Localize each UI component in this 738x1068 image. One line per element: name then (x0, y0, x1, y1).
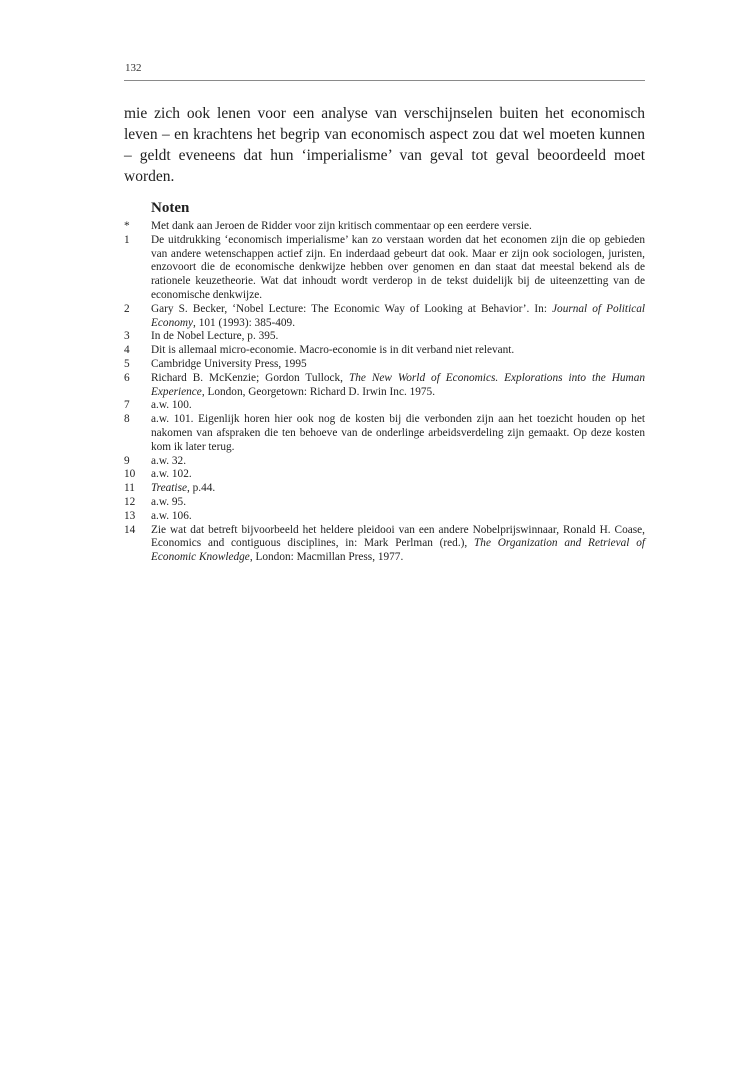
footnote-text-segment: Zie wat dat betreft bijvoorbeeld het heldere pleidooi van een andere Nobelprijswinnaar, Ronald H. Coase, Economics and contiguous disciplines, in: Mark Perlman (red.), (151, 523, 645, 550)
footnote-number: * (124, 220, 130, 232)
footnote-text (151, 344, 645, 358)
footnote-item (124, 482, 645, 496)
footnote-text-segment: De uitdrukking ‘economisch imperialisme’ kan zo verstaan worden dat het economen zijn die op gebieden van andere wetenschappen actief zijn. En inderdaad gebeurt dat ook. Maar er zijn ook sociologen, juristen, enzovoort die de economische denkwijze hebben over genomen en dan staat dat meestal bekend als de rationele keuzetheorie. Wat dat inhoudt wordt verderop in de tekst duidelijk bij de uiteenzetting van de economische denkwijze. (151, 233, 645, 301)
footnote-item (124, 524, 645, 565)
footnote-text (151, 413, 645, 454)
footnote-text (151, 234, 645, 303)
notes-section (124, 199, 645, 565)
footnote-text-segment: Gary S. Becker, ‘Nobel Lecture: The Economic Way of Looking at Behavior’. In: (151, 302, 553, 315)
footnote-text (151, 330, 645, 344)
footnote-number: 8 (124, 413, 130, 426)
footnote-text-segment: , London: Macmillan Press, 1977. (249, 551, 404, 564)
footnote-item (124, 413, 645, 454)
footnote-title-italic: Journal of Political Economy (151, 302, 646, 329)
footnote-item (124, 496, 645, 510)
footnote-text (151, 524, 645, 565)
footnote-item (124, 303, 645, 331)
footnote-text-segment: , 101 (1993): 385-409. (193, 316, 296, 329)
footnote-text-segment: Richard B. McKenzie; Gordon Tullock, (151, 371, 349, 384)
footnote-text-segment: In de Nobel Lecture, p. 395. (151, 330, 279, 343)
header-rule (124, 80, 645, 81)
footnote-text (151, 399, 645, 413)
footnote-item (124, 344, 645, 358)
footnote-text (151, 468, 645, 482)
footnote-text-segment: a.w. 102. (151, 468, 192, 481)
footnote-text-segment: Met dank aan Jeroen de Ridder voor zijn kritisch commentaar op een eerdere versie. (151, 220, 532, 232)
footnote-title-italic: Treatise (151, 482, 187, 495)
footnote-number: 9 (124, 454, 130, 467)
footnote-number: 14 (124, 523, 136, 536)
footnote-number: 3 (124, 330, 130, 343)
footnote-item (124, 330, 645, 344)
footnote-number: 2 (124, 302, 130, 315)
footnote-item (124, 399, 645, 413)
footnote-text (151, 303, 645, 331)
footnote-title-italic: The New World of Economics. Explorations into the Human Experience (151, 371, 645, 398)
footnote-text-segment: , London, Georgetown: Richard D. Irwin Inc. 1975. (201, 385, 436, 398)
footnote-number: 1 (124, 233, 130, 246)
footnote-number: 13 (124, 509, 136, 522)
footnote-number: 5 (124, 357, 130, 370)
footnote-number: 6 (124, 371, 130, 384)
body-paragraph: mie zich ook lenen voor een analyse van verschijnselen buiten het economisch leven – en krachtens het begrip van economisch aspect zou dat wel moeten kunnen – geldt eveneens dat hun ‘imperialisme’ van geval tot geval beoordeeld moet worden. (124, 105, 645, 185)
footnote-text-segment: a.w. 95. (151, 495, 187, 508)
footnote-number: 11 (124, 482, 135, 495)
footnote-text (151, 358, 645, 372)
footnote-item (124, 358, 645, 372)
footnote-item (124, 234, 645, 303)
notes-heading: Noten (151, 200, 190, 216)
footnote-text-segment: a.w. 100. (151, 399, 192, 412)
footnote-text-segment: a.w. 106. (151, 509, 192, 522)
footnote-item (124, 468, 645, 482)
footnote-title-italic: The Organization and Retrieval of Economic Knowledge (151, 537, 646, 564)
footnote-text (151, 496, 645, 510)
notes-list (124, 220, 645, 565)
footnote-text-segment: Cambridge University Press, 1995 (151, 357, 307, 370)
footnote-text (151, 220, 645, 234)
footnote-text-segment: , p.44. (187, 482, 216, 495)
footnote-text (151, 455, 645, 469)
footnote-text-segment: Dit is allemaal micro-economie. Macro-economie is in dit verband niet relevant. (151, 344, 515, 357)
footnote-text (151, 372, 645, 400)
page-number: 132 (125, 62, 142, 74)
footnote-number: 7 (124, 399, 130, 412)
footnote-item (124, 455, 645, 469)
footnote-text (151, 482, 645, 496)
footnote-item (124, 510, 645, 524)
footnote-number: 10 (124, 468, 136, 481)
footnote-number: 4 (124, 344, 130, 357)
footnote-item (124, 372, 645, 400)
footnote-text (151, 510, 645, 524)
footnote-text-segment: a.w. 32. (151, 454, 187, 467)
footnote-number: 12 (124, 495, 136, 508)
footnote-item (124, 220, 645, 234)
footnote-text-segment: a.w. 101. Eigenlijk horen hier ook nog de kosten bij die verbonden zijn aan het toezicht houden op het nakomen van afspraken die ten behoeve van de onderlinge arbeidsverdeling zijn gemaakt. Op deze kosten kom ik later terug. (151, 413, 645, 453)
